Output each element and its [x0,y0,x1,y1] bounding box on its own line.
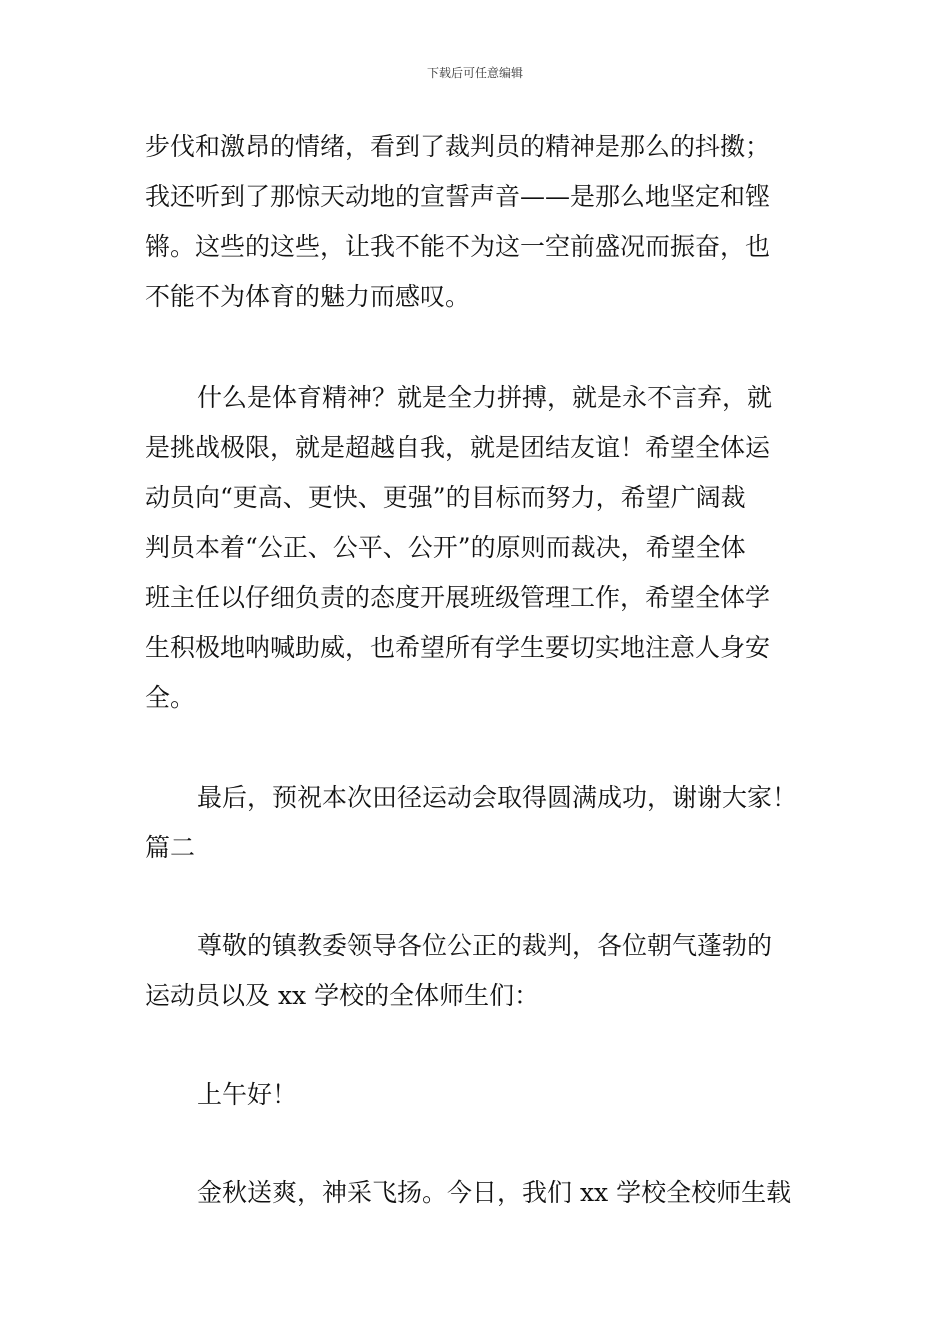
text-line: 什么是体育精神？就是全力拼搏，就是永不言弃，就 [197,383,773,412]
text-line: 不能不为体育的魅力而感叹。 [145,282,471,311]
text-line: 尊敬的镇教委领导各位公正的裁判，各位朝气蓬勃的 [197,931,773,960]
text-line: 是挑战极限，就是超越自我，就是团结友谊！希望全体运 [145,433,771,462]
text-line: 上午好！ [197,1080,298,1109]
text-line: 金秋送爽，神采飞扬。今日，我们 xx 学校全校师生载 [197,1178,792,1207]
text-line: 最后，预祝本次田径运动会取得圆满成功，谢谢大家！ [197,783,798,812]
paragraph-4 [145,921,810,1021]
page-header: 下载后可任意编辑 [426,66,523,80]
paragraph-5 [145,1070,810,1120]
paragraph-2 [145,373,810,723]
text-line: 生积极地呐喊助威，也希望所有学生要切实地注意人身安 [145,633,771,662]
text-line: 我还听到了那惊天动地的宣誓声音——是那么地坚定和铿 [145,182,771,211]
text-line: 运动员以及 xx 学校的全体师生们： [145,981,540,1010]
text-line: 动员向“更高、更快、更强”的目标而努力，希望广阔裁 [145,483,746,512]
section-heading: 篇二 [145,833,196,862]
text-line: 班主任以仔细负责的态度开展班级管理工作，希望全体学 [145,583,771,612]
paragraph-6 [145,1168,810,1218]
paragraph-1 [145,122,810,322]
text-line: 判员本着“公正、公平、公开”的原则而裁决，希望全体 [145,533,746,562]
paragraph-3 [145,773,810,873]
text-line: 全。 [145,683,196,712]
text-line: 锵。这些的这些，让我不能不为这一空前盛况而振奋，也 [145,232,771,261]
text-line: 步伐和激昂的情绪，看到了裁判员的精神是那么的抖擞； [145,132,771,161]
